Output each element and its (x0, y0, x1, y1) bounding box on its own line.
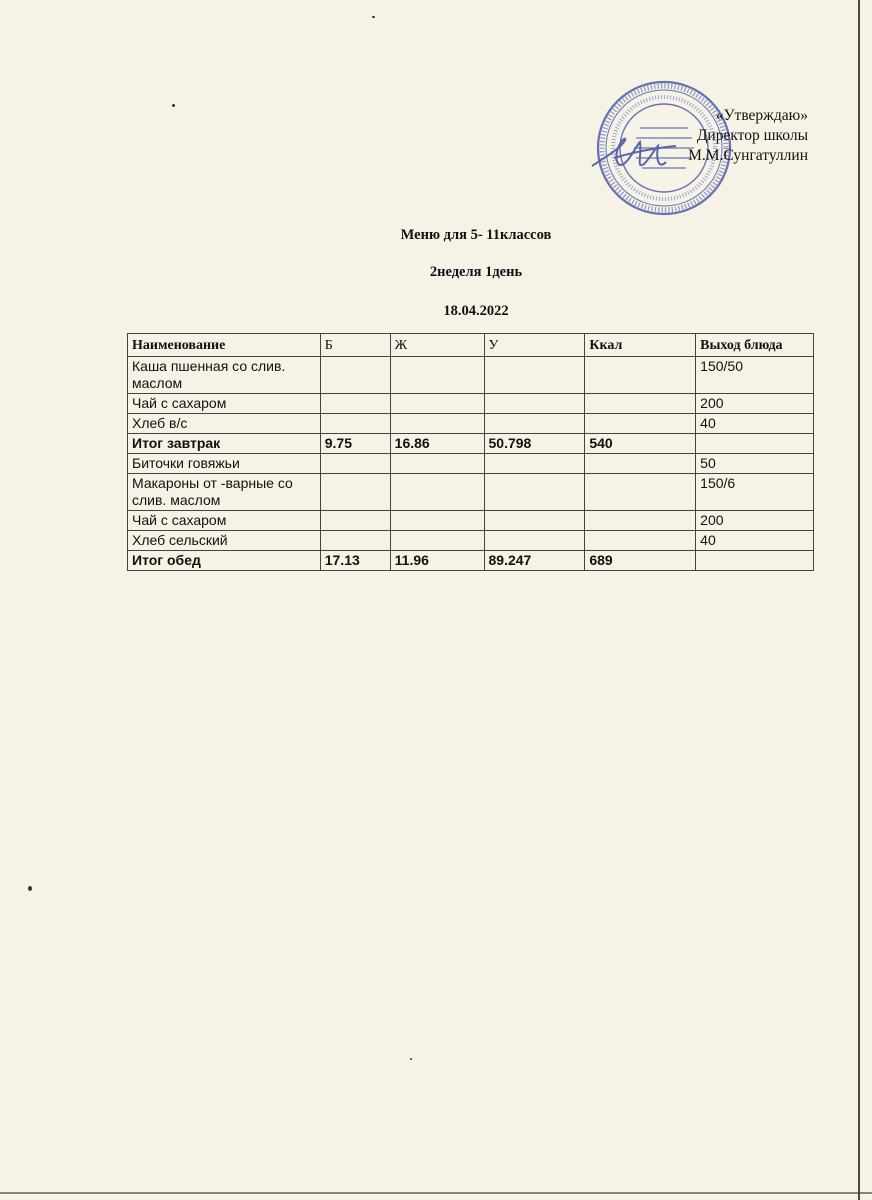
cell-portion (696, 434, 814, 454)
cell-carbs (484, 394, 585, 414)
header-portion: Выход блюда (696, 334, 814, 357)
approval-heading: «Утверждаю» (715, 107, 808, 124)
cell-kcal (585, 394, 696, 414)
cell-carbs: 50.798 (484, 434, 585, 454)
cell-kcal: 540 (585, 434, 696, 454)
week-day-label: 2неделя 1день (429, 264, 523, 280)
header-fat: Ж (390, 334, 484, 357)
approval-block (640, 106, 808, 166)
cell-carbs (484, 511, 585, 531)
scan-edge-right (858, 0, 860, 1200)
cell-protein (320, 357, 390, 394)
table-total-row (128, 434, 814, 454)
cell-protein (320, 394, 390, 414)
cell-name: Итог обед (128, 551, 321, 571)
menu-table (127, 333, 814, 571)
table-row (128, 511, 814, 531)
cell-protein (320, 531, 390, 551)
cell-portion: 150/50 (696, 357, 814, 394)
scan-speck (372, 16, 375, 18)
cell-name: Чай с сахаром (128, 511, 321, 531)
menu-title: Меню для 5- 11классов (400, 227, 552, 243)
table-row (128, 414, 814, 434)
cell-fat (390, 394, 484, 414)
cell-name: Хлеб сельский (128, 531, 321, 551)
table-row (128, 531, 814, 551)
cell-carbs (484, 474, 585, 511)
cell-protein: 9.75 (320, 434, 390, 454)
header-name: Наименование (128, 334, 321, 357)
table-total-row (128, 551, 814, 571)
cell-name: Каша пшенная со слив. маслом (128, 357, 321, 394)
header-carbs: У (484, 334, 585, 357)
cell-protein (320, 511, 390, 531)
cell-carbs (484, 454, 585, 474)
scan-speck (28, 886, 32, 891)
menu-table-body (128, 357, 814, 571)
cell-portion: 50 (696, 454, 814, 474)
header-kcal: Ккал (585, 334, 696, 357)
cell-portion: 150/6 (696, 474, 814, 511)
cell-protein (320, 454, 390, 474)
cell-fat: 11.96 (390, 551, 484, 571)
cell-portion: 200 (696, 394, 814, 414)
cell-name: Биточки говяжьи (128, 454, 321, 474)
cell-kcal (585, 414, 696, 434)
cell-portion: 40 (696, 531, 814, 551)
table-header-row (128, 334, 814, 357)
cell-fat (390, 474, 484, 511)
cell-fat: 16.86 (390, 434, 484, 454)
cell-carbs (484, 414, 585, 434)
cell-portion: 40 (696, 414, 814, 434)
cell-kcal (585, 531, 696, 551)
cell-carbs: 89.247 (484, 551, 585, 571)
cell-portion: 200 (696, 511, 814, 531)
menu-date: 18.04.2022 (443, 303, 509, 319)
cell-fat (390, 531, 484, 551)
cell-kcal (585, 357, 696, 394)
cell-kcal: 689 (585, 551, 696, 571)
cell-fat (390, 511, 484, 531)
cell-name: Чай с сахаром (128, 394, 321, 414)
cell-fat (390, 414, 484, 434)
cell-name: Итог завтрак (128, 434, 321, 454)
scan-speck (410, 1058, 412, 1060)
cell-protein: 17.13 (320, 551, 390, 571)
cell-name: Макароны от -варные со слив. маслом (128, 474, 321, 511)
header-protein: Б (320, 334, 390, 357)
table-row (128, 454, 814, 474)
table-row (128, 394, 814, 414)
cell-carbs (484, 531, 585, 551)
cell-fat (390, 357, 484, 394)
scan-edge-bottom (0, 1192, 872, 1194)
cell-kcal (585, 511, 696, 531)
approval-position: Директор школы (696, 127, 808, 144)
cell-protein (320, 474, 390, 511)
table-row (128, 474, 814, 511)
table-row (128, 357, 814, 394)
cell-kcal (585, 454, 696, 474)
cell-kcal (585, 474, 696, 511)
cell-name: Хлеб в/с (128, 414, 321, 434)
cell-carbs (484, 357, 585, 394)
cell-fat (390, 454, 484, 474)
scan-speck (172, 104, 175, 107)
approval-signatory: М.М.Сунгатуллин (688, 147, 808, 164)
cell-protein (320, 414, 390, 434)
cell-portion (696, 551, 814, 571)
